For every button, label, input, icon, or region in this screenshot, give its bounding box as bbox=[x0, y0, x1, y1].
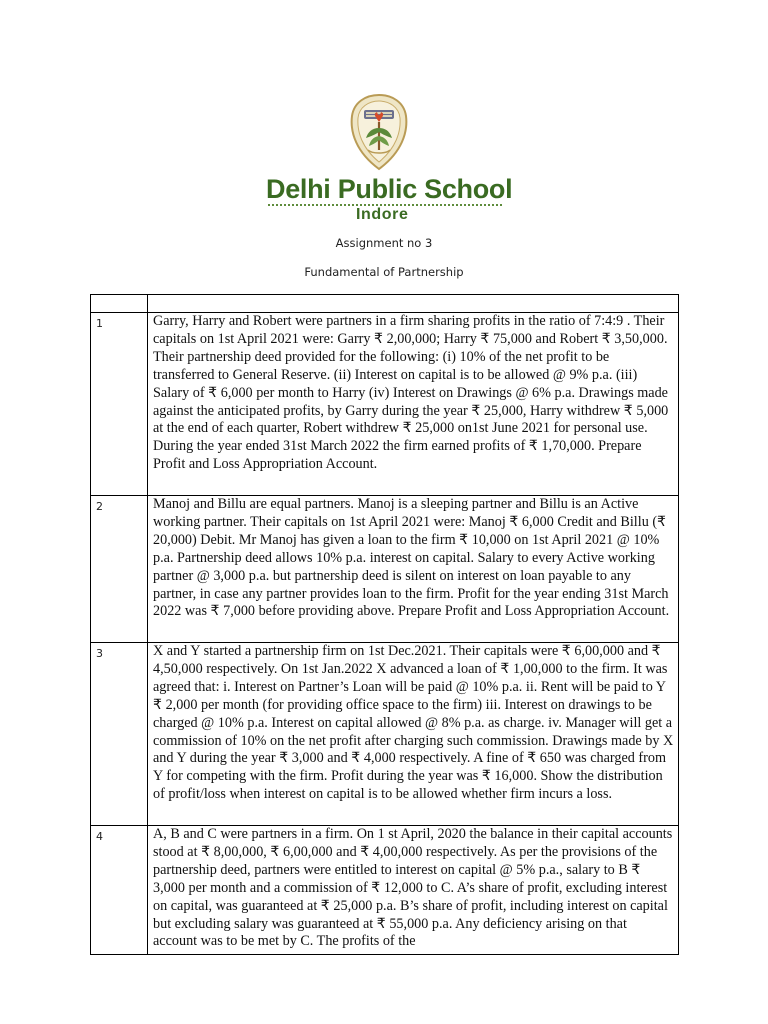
assignment-subtitle: Fundamental of Partnership bbox=[304, 265, 464, 279]
question-text: A, B and C were partners in a firm. On 1 st April, 2020 the balance in their capital accounts stood at ₹ 8,00,000, ₹ 6,00,000 and ₹ 4,00,000 respectively. As per the provisions of the partnership deed, partners were entitled to interest on capital @ 5% p.a., salary to B ₹ 3,000 per month and a commission of ₹ 12,000 to C. A’s share of profit, excluding interest on capital, was guaranteed at ₹ 25,000 p.a. B’s share of profit, including interest on capital but excluding salary was guaranteed at ₹ 55,000 p.a. Any deficiency arising on that account was to be met by C. The profits of the bbox=[148, 826, 679, 955]
question-number: 4 bbox=[91, 826, 148, 955]
table-row bbox=[91, 313, 679, 496]
table-row bbox=[91, 826, 679, 955]
header-cell-question bbox=[148, 295, 679, 313]
assignment-title: Assignment no 3 bbox=[335, 236, 433, 250]
question-text: Manoj and Billu are equal partners. Manoj is a sleeping partner and Billu is an Active working partner. Their capitals on 1st April 2021 were: Manoj ₹ 6,000 Credit and Billu (₹ 20,000) Debit. Mr Manoj has given a loan to the firm ₹ 10,000 on 1st April 2021 @ 10% p.a. Partnership deed allows 10% p.a. interest on capital. Salary to every Active working partner @ 3,000 p.a. but partnership deed is silent on interest on loan payable to any partner, in case any partner provides loan to the firm. Profit for the year ending 31st March 2022 was ₹ 7,000 before providing above. Prepare Profit and Loss Appropriation Account. bbox=[148, 496, 679, 643]
school-name: Delhi Public School bbox=[266, 174, 513, 204]
school-city: Indore bbox=[356, 206, 409, 223]
question-text: Garry, Harry and Robert were partners in a firm sharing profits in the ratio of 7:4:9 . Their capitals on 1st April 2021 were: Garry ₹ 2,00,000; Harry ₹ 75,000 and Robert ₹ 3,50,000. Their partnership deed provided for the following: (i) 10% of the net profit to be transferred to General Reserve. (ii) Interest on capital is to be allowed @ 9% p.a. (iii) Salary of ₹ 6,000 per month to Harry (iv) Interest on Drawings @ 6% p.a. Drawings made against the anticipated profits, by Garry during the year ₹ 25,000, Harry withdrew ₹ 5,000 at the end of each quarter, Robert withdrew ₹ 25,000 on1st June 2021 for personal use. During the year ended 31st March 2022 the firm earned profits of ₹ 1,70,000. Prepare Profit and Loss Appropriation Account. bbox=[148, 313, 679, 496]
header-cell-number bbox=[91, 295, 148, 313]
table-row bbox=[91, 496, 679, 643]
question-number: 3 bbox=[91, 643, 148, 826]
question-text: X and Y started a partnership firm on 1st Dec.2021. Their capitals were ₹ 6,00,000 and ₹ 4,50,000 respectively. On 1st Jan.2022 X advanced a loan of ₹ 1,00,000 to the firm. It was agreed that: i. Interest on Partner’s Loan will be paid @ 10% p.a. ii. Rent will be paid to Y ₹ 2,000 per month (for providing office space to the firm) iii. Interest on drawings to be charged @ 10% p.a. Interest on capital allowed @ 8% p.a. as charge. iv. Manager will get a commission of 10% on the net profit after charging such commission. Drawings made by X and Y during the year ₹ 3,000 and ₹ 4,000 respectively. A fine of ₹ 650 was charged from Y for competing with the firm. Profit during the year was ₹ 16,000. Show the distribution of profit/loss when interest on capital is to be allowed whether firm incurs a loss. bbox=[148, 643, 679, 826]
questions-table bbox=[90, 294, 679, 955]
table-header-row bbox=[91, 295, 679, 313]
table-row bbox=[91, 643, 679, 826]
question-number: 1 bbox=[91, 313, 148, 496]
question-number: 2 bbox=[91, 496, 148, 643]
dps-crest-icon bbox=[346, 92, 412, 172]
